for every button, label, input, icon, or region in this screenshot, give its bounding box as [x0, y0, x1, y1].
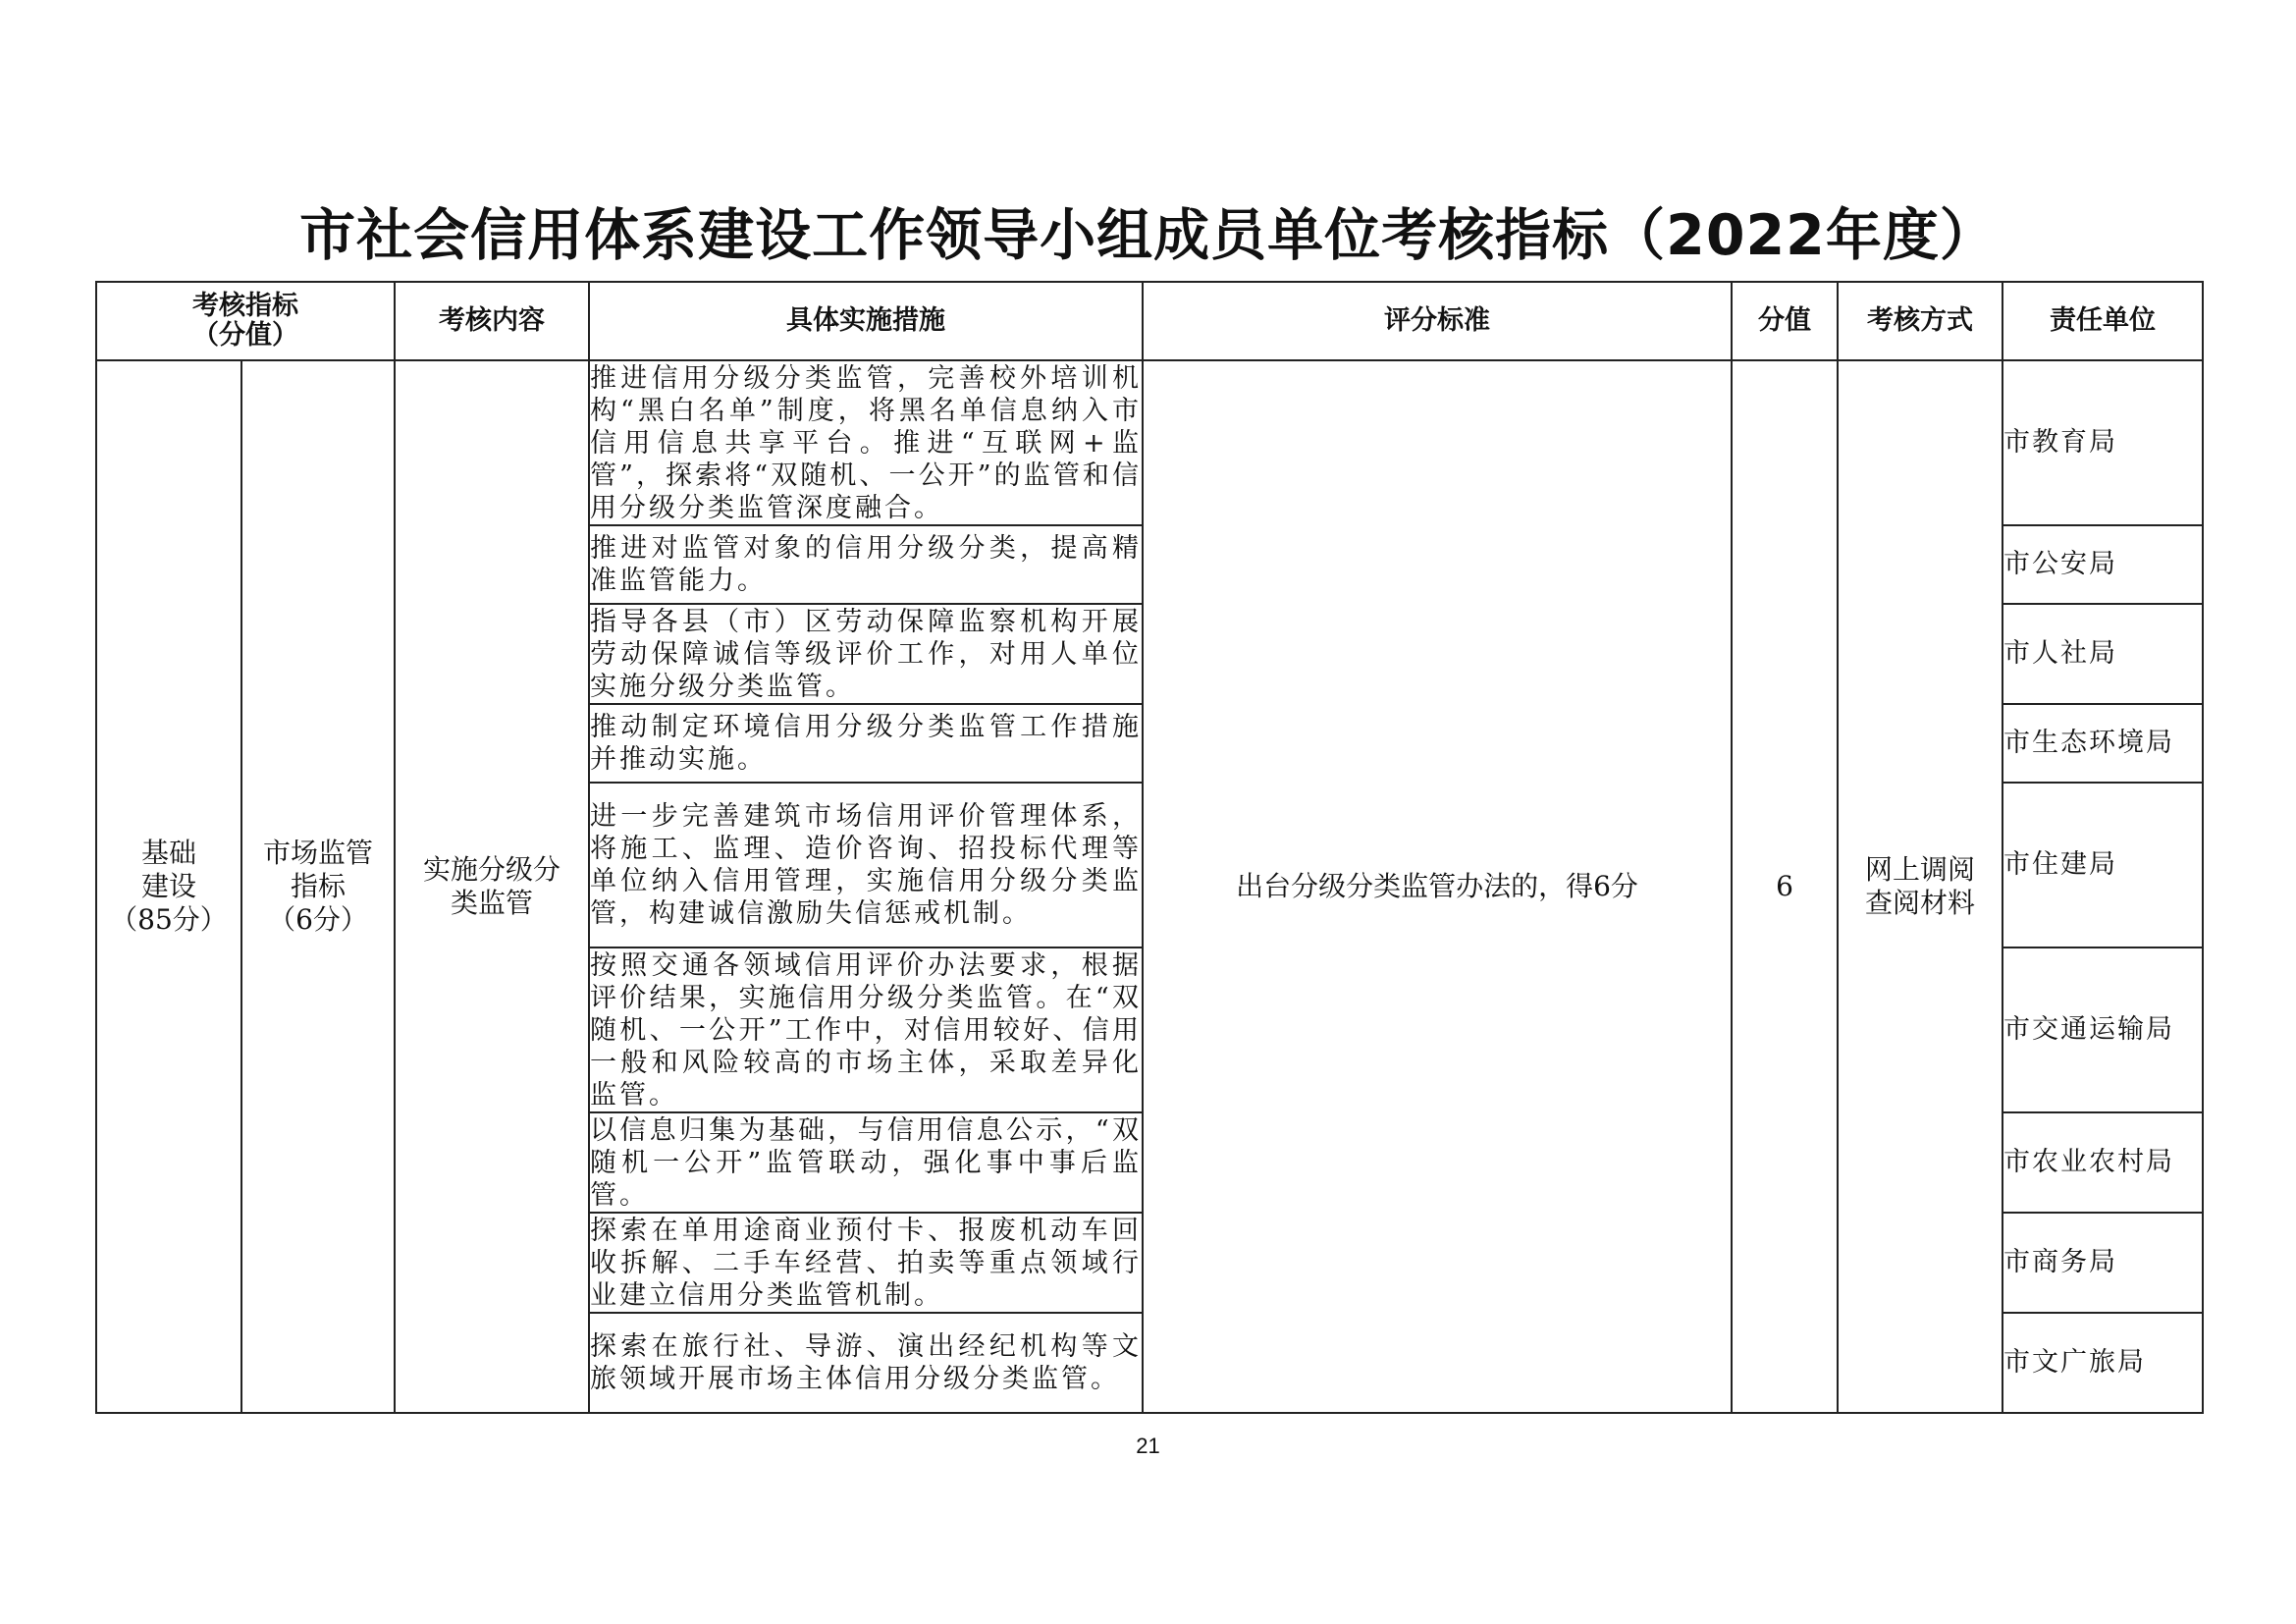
responsible-unit: 市农业农村局: [2002, 1112, 2203, 1213]
header-criteria: 评分标准: [1143, 282, 1732, 360]
table-row: [96, 360, 2203, 525]
measure-cell: 推进对监管对象的信用分级分类，提高精准监管能力。: [589, 525, 1143, 604]
page-title: 市社会信用体系建设工作领导小组成员单位考核指标（2022年度）: [299, 203, 1997, 268]
measure-cell: 按照交通各领域信用评价办法要求，根据评价结果，实施信用分级分类监管。在“双随机、一公开”工作中，对信用较好、信用一般和风险较高的市场主体，采取差异化监管。: [589, 947, 1143, 1112]
responsible-unit: 市文广旅局: [2002, 1313, 2203, 1413]
scoring-criteria: 出台分级分类监管办法的，得6分: [1143, 360, 1732, 1413]
responsible-unit: 市人社局: [2002, 604, 2203, 704]
responsible-unit: 市公安局: [2002, 525, 2203, 604]
header-unit: 责任单位: [2002, 282, 2203, 360]
header-row: [96, 282, 2203, 360]
header-score: 分值: [1732, 282, 1838, 360]
measure-cell: 进一步完善建筑市场信用评价管理体系，将施工、监理、造价咨询、招投标代理等单位纳入信用管理，实施信用分级分类监管，构建诚信激励失信惩戒机制。: [589, 783, 1143, 947]
score-value: 6: [1732, 360, 1838, 1413]
assessment-table: [95, 281, 2204, 1414]
measure-cell: 指导各县（市）区劳动保障监察机构开展劳动保障诚信等级评价工作，对用人单位实施分级分类监管。: [589, 604, 1143, 704]
level1-indicator: 基础 建设 （85分）: [96, 360, 241, 1413]
measure-cell: 探索在单用途商业预付卡、报废机动车回收拆解、二手车经营、拍卖等重点领域行业建立信用分类监管机制。: [589, 1213, 1143, 1313]
header-measures: 具体实施措施: [589, 282, 1143, 360]
header-content: 考核内容: [395, 282, 589, 360]
header-indicator-line1: 考核指标: [192, 291, 298, 321]
measure-cell: 探索在旅行社、导游、演出经纪机构等文旅领域开展市场主体信用分级分类监管。: [589, 1313, 1143, 1413]
responsible-unit: 市交通运输局: [2002, 947, 2203, 1112]
measure-cell: 以信息归集为基础，与信用信息公示，“双随机一公开”监管联动，强化事中事后监管。: [589, 1112, 1143, 1213]
assessment-content: 实施分级分 类监管: [395, 360, 589, 1413]
header-indicator-line2: （分值）: [192, 320, 298, 351]
responsible-unit: 市生态环境局: [2002, 704, 2203, 783]
level2-indicator: 市场监管 指标 （6分）: [241, 360, 395, 1413]
responsible-unit: 市商务局: [2002, 1213, 2203, 1313]
assessment-method: 网上调阅 查阅材料: [1838, 360, 2002, 1413]
header-indicator: [96, 282, 395, 360]
measure-cell: 推动制定环境信用分级分类监管工作措施并推动实施。: [589, 704, 1143, 783]
measure-cell: 推进信用分级分类监管，完善校外培训机构“黑白名单”制度，将黑名单信息纳入市信用信息共享平台。推进“互联网+监管”，探索将“双随机、一公开”的监管和信用分级分类监管深度融合。: [589, 360, 1143, 525]
header-method: 考核方式: [1838, 282, 2002, 360]
responsible-unit: 市教育局: [2002, 360, 2203, 525]
page-number: 21: [1136, 1434, 1160, 1458]
responsible-unit: 市住建局: [2002, 783, 2203, 947]
